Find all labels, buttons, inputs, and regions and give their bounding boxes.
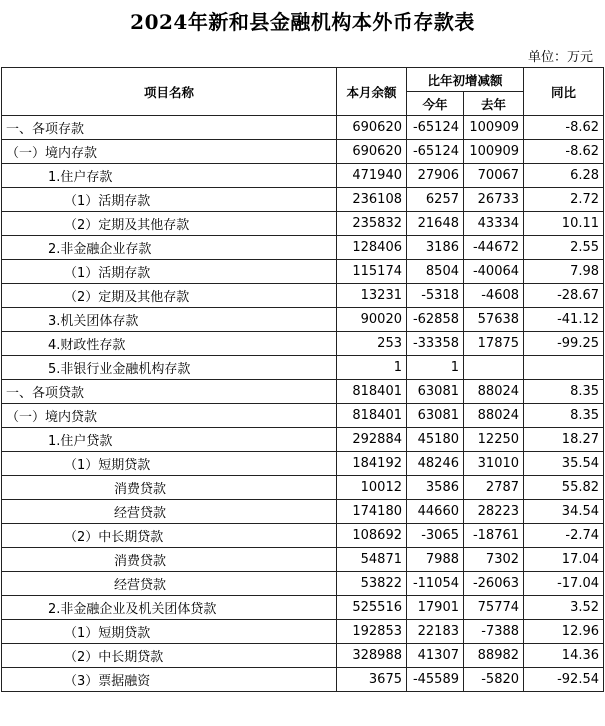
header-change-group: 比年初增减额 [407, 68, 524, 92]
table-row [2, 380, 604, 404]
cell-balance: 525516 [337, 596, 407, 620]
cell-last-year: 26733 [464, 188, 524, 212]
header-this-year: 今年 [407, 92, 464, 116]
cell-last-year: 57638 [464, 308, 524, 332]
cell-yoy: 18.27 [524, 428, 604, 452]
cell-this-year: -11054 [407, 572, 464, 596]
cell-this-year: 48246 [407, 452, 464, 476]
table-row [2, 260, 604, 284]
cell-item-name: 消费贷款 [2, 548, 337, 572]
cell-this-year: 1 [407, 356, 464, 380]
cell-this-year: 63081 [407, 380, 464, 404]
table-row [2, 212, 604, 236]
cell-this-year: 45180 [407, 428, 464, 452]
table-row [2, 428, 604, 452]
cell-balance: 128406 [337, 236, 407, 260]
cell-yoy: 2.55 [524, 236, 604, 260]
cell-yoy: -8.62 [524, 116, 604, 140]
cell-yoy: 34.54 [524, 500, 604, 524]
table-body [2, 116, 604, 692]
cell-this-year: 8504 [407, 260, 464, 284]
cell-this-year: 6257 [407, 188, 464, 212]
cell-this-year: -62858 [407, 308, 464, 332]
cell-item-name: 经营贷款 [2, 500, 337, 524]
table-row [2, 476, 604, 500]
cell-last-year: 88982 [464, 644, 524, 668]
cell-balance: 10012 [337, 476, 407, 500]
cell-last-year: -26063 [464, 572, 524, 596]
header-balance: 本月余额 [337, 68, 407, 116]
cell-balance: 174180 [337, 500, 407, 524]
cell-last-year: 75774 [464, 596, 524, 620]
cell-item-name: （2）定期及其他存款 [2, 212, 337, 236]
cell-balance: 690620 [337, 116, 407, 140]
cell-balance: 108692 [337, 524, 407, 548]
cell-last-year: -7388 [464, 620, 524, 644]
cell-item-name: 5.非银行业金融机构存款 [2, 356, 337, 380]
table-row [2, 524, 604, 548]
table-row [2, 500, 604, 524]
cell-item-name: （一）境内贷款 [2, 404, 337, 428]
cell-item-name: （1）短期贷款 [2, 452, 337, 476]
cell-balance: 1 [337, 356, 407, 380]
cell-item-name: （2）中长期贷款 [2, 524, 337, 548]
table-row [2, 668, 604, 692]
cell-item-name: 一、各项存款 [2, 116, 337, 140]
cell-last-year: -40064 [464, 260, 524, 284]
cell-yoy: -99.25 [524, 332, 604, 356]
cell-item-name: （2）定期及其他存款 [2, 284, 337, 308]
cell-last-year: 88024 [464, 404, 524, 428]
cell-last-year: 70067 [464, 164, 524, 188]
cell-last-year: -44672 [464, 236, 524, 260]
cell-balance: 115174 [337, 260, 407, 284]
cell-last-year [464, 356, 524, 380]
cell-last-year: -4608 [464, 284, 524, 308]
cell-this-year: -45589 [407, 668, 464, 692]
cell-item-name: （2）中长期贷款 [2, 644, 337, 668]
cell-last-year: 88024 [464, 380, 524, 404]
cell-this-year: 21648 [407, 212, 464, 236]
cell-this-year: 3186 [407, 236, 464, 260]
cell-yoy: -2.74 [524, 524, 604, 548]
cell-balance: 54871 [337, 548, 407, 572]
cell-last-year: -18761 [464, 524, 524, 548]
cell-yoy: -28.67 [524, 284, 604, 308]
cell-this-year: -65124 [407, 140, 464, 164]
table-row [2, 140, 604, 164]
cell-yoy: 35.54 [524, 452, 604, 476]
cell-balance: 13231 [337, 284, 407, 308]
cell-balance: 818401 [337, 404, 407, 428]
cell-yoy: 10.11 [524, 212, 604, 236]
cell-item-name: 经营贷款 [2, 572, 337, 596]
cell-item-name: （3）票据融资 [2, 668, 337, 692]
table-row [2, 308, 604, 332]
cell-balance: 192853 [337, 620, 407, 644]
cell-last-year: 43334 [464, 212, 524, 236]
unit-label: 单位：万元 [527, 50, 593, 65]
cell-yoy: 8.35 [524, 380, 604, 404]
cell-last-year: 2787 [464, 476, 524, 500]
table-row [2, 644, 604, 668]
cell-yoy: -92.54 [524, 668, 604, 692]
cell-yoy: 2.72 [524, 188, 604, 212]
cell-this-year: 17901 [407, 596, 464, 620]
cell-yoy: 55.82 [524, 476, 604, 500]
cell-this-year: -33358 [407, 332, 464, 356]
table-row [2, 188, 604, 212]
cell-item-name: 一、各项贷款 [2, 380, 337, 404]
cell-yoy: 14.36 [524, 644, 604, 668]
cell-balance: 471940 [337, 164, 407, 188]
table-title: 2024年新和县金融机构本外币存款表 [130, 10, 475, 34]
cell-yoy: 12.96 [524, 620, 604, 644]
cell-balance: 235832 [337, 212, 407, 236]
cell-last-year: 31010 [464, 452, 524, 476]
cell-last-year: 17875 [464, 332, 524, 356]
cell-last-year: 100909 [464, 116, 524, 140]
cell-yoy: 8.35 [524, 404, 604, 428]
header-last-year: 去年 [464, 92, 524, 116]
cell-item-name: （1）短期贷款 [2, 620, 337, 644]
cell-item-name: （1）活期存款 [2, 188, 337, 212]
cell-yoy [524, 356, 604, 380]
table-row [2, 164, 604, 188]
cell-item-name: 2.非金融企业存款 [2, 236, 337, 260]
cell-item-name: 3.机关团体存款 [2, 308, 337, 332]
deposit-table [1, 67, 604, 692]
cell-balance: 236108 [337, 188, 407, 212]
cell-this-year: 44660 [407, 500, 464, 524]
cell-this-year: 22183 [407, 620, 464, 644]
cell-item-name: 消费贷款 [2, 476, 337, 500]
cell-this-year: -5318 [407, 284, 464, 308]
cell-item-name: 1.住户存款 [2, 164, 337, 188]
cell-last-year: 28223 [464, 500, 524, 524]
table-row [2, 116, 604, 140]
table-row [2, 572, 604, 596]
cell-yoy: 3.52 [524, 596, 604, 620]
cell-yoy: 7.98 [524, 260, 604, 284]
cell-this-year: -3065 [407, 524, 464, 548]
cell-yoy: 17.04 [524, 548, 604, 572]
cell-this-year: 41307 [407, 644, 464, 668]
cell-yoy: -41.12 [524, 308, 604, 332]
cell-balance: 184192 [337, 452, 407, 476]
table-row [2, 284, 604, 308]
cell-balance: 292884 [337, 428, 407, 452]
cell-this-year: 3586 [407, 476, 464, 500]
cell-this-year: 63081 [407, 404, 464, 428]
cell-balance: 53822 [337, 572, 407, 596]
cell-balance: 818401 [337, 380, 407, 404]
cell-this-year: 7988 [407, 548, 464, 572]
cell-balance: 328988 [337, 644, 407, 668]
cell-item-name: （一）境内存款 [2, 140, 337, 164]
cell-balance: 253 [337, 332, 407, 356]
table-row [2, 452, 604, 476]
cell-yoy: 6.28 [524, 164, 604, 188]
cell-balance: 690620 [337, 140, 407, 164]
table-row [2, 332, 604, 356]
table-row [2, 236, 604, 260]
table-row [2, 596, 604, 620]
table-row [2, 356, 604, 380]
cell-last-year: -5820 [464, 668, 524, 692]
table-row [2, 620, 604, 644]
cell-balance: 90020 [337, 308, 407, 332]
cell-last-year: 12250 [464, 428, 524, 452]
cell-yoy: -17.04 [524, 572, 604, 596]
cell-item-name: （1）活期存款 [2, 260, 337, 284]
cell-yoy: -8.62 [524, 140, 604, 164]
table-row [2, 404, 604, 428]
cell-this-year: 27906 [407, 164, 464, 188]
cell-item-name: 4.财政性存款 [2, 332, 337, 356]
cell-this-year: -65124 [407, 116, 464, 140]
cell-item-name: 1.住户贷款 [2, 428, 337, 452]
header-yoy: 同比 [524, 68, 604, 116]
cell-balance: 3675 [337, 668, 407, 692]
cell-last-year: 7302 [464, 548, 524, 572]
cell-item-name: 2.非金融企业及机关团体贷款 [2, 596, 337, 620]
cell-last-year: 100909 [464, 140, 524, 164]
header-item: 项目名称 [2, 68, 337, 116]
table-row [2, 548, 604, 572]
